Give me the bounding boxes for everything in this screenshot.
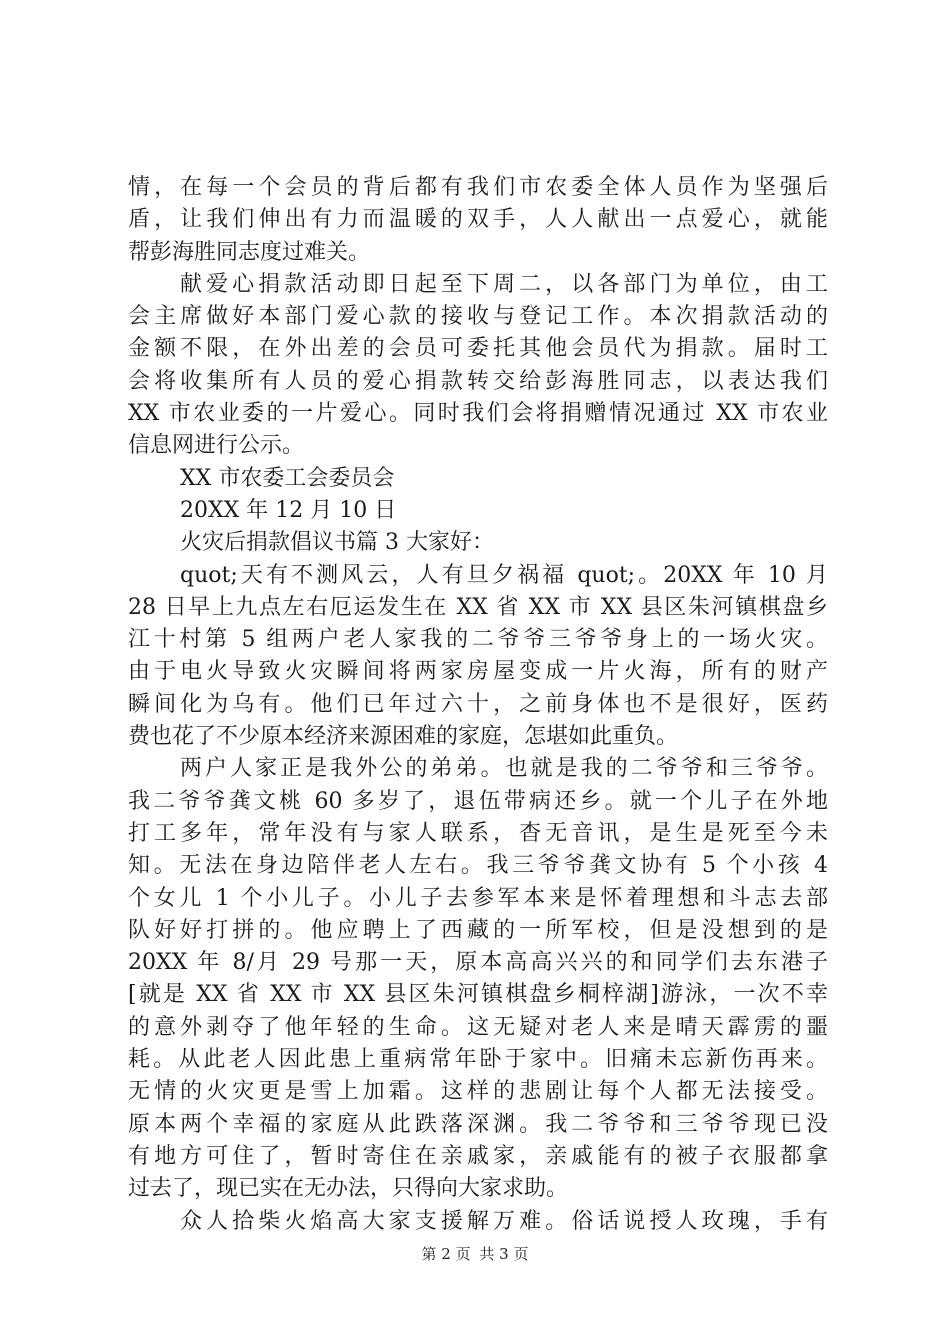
text-line: 帮彭海胜同志度过难关。: [128, 239, 371, 265]
text-line: 我二爷爷龚文桃 60 多岁了，退伍带病还乡。就一个儿子在外地: [128, 788, 828, 814]
text-line: 众人拾柴火焰高大家支援解万难。俗话说授人玫瑰，手有: [180, 1208, 828, 1234]
text-line: 费也花了不少原本经济来源困难的家庭，怎堪如此重负。: [128, 724, 679, 750]
text-line: 瞬间化为乌有。他们已年过六十，之前身体也不是很好，医药: [128, 691, 828, 717]
page-number: 第 2 页: [421, 1245, 471, 1263]
text-line: 队好好打拼的。他应聘上了西藏的一所军校，但是没想到的是: [128, 917, 828, 943]
text-line: 会主席做好本部门爱心款的接收与登记工作。本次捐款活动的: [128, 304, 828, 330]
text-line: 献爱心捐款活动即日起至下周二，以各部门为单位，由工: [180, 271, 828, 297]
text-line: 知。无法在身边陪伴老人左右。我三爷爷龚文协有 5 个小孩 4: [128, 853, 828, 879]
text-line: 有地方可住了，暂时寄住在亲戚家，亲戚能有的被子衣服都拿: [128, 1143, 828, 1169]
text-line: 两户人家正是我外公的弟弟。也就是我的二爷爷和三爷爷。: [180, 756, 828, 782]
text-line: 由于电火导致火灾瞬间将两家房屋变成一片火海，所有的财产: [128, 659, 828, 685]
text-line: 江十村第 5 组两户老人家我的二爷爷三爷爷身上的一场火灾。: [128, 627, 828, 653]
text-line: XX 市农委工会委员会: [180, 465, 395, 491]
text-line: 火灾后捐款倡议书篇 3 大家好：: [180, 530, 494, 556]
text-line: 28 日早上九点左右厄运发生在 XX 省 XX 市 XX 县区朱河镇棋盘乡: [128, 594, 828, 620]
text-line: 20XX 年 12 月 10 日: [180, 497, 397, 523]
text-line: 耗。从此老人因此患上重病常年卧于家中。旧痛未忘新伤再来。: [128, 1047, 828, 1073]
text-line: 会将收集所有人员的爱心捐款转交给彭海胜同志，以表达我们: [128, 368, 828, 394]
text-line: 打工多年，常年没有与家人联系，杳无音讯，是生是死至今未: [128, 820, 828, 846]
text-line: 信息网进行公示。: [128, 433, 305, 459]
text-line: [就是 XX 省 XX 市 XX 县区朱河镇棋盘乡桐梓湖]游泳，一次不幸: [128, 982, 828, 1008]
document-body: [128, 172, 828, 1238]
text-line: 的意外剥夺了他年轻的生命。这无疑对老人来是晴天霹雳的噩: [128, 1014, 828, 1040]
text-line: 无情的火灾更是雪上加霜。这样的悲剧让每个人都无法接受。: [128, 1079, 828, 1105]
text-line: quot;天有不测风云，人有旦夕祸福 quot;。20XX 年 10 月: [180, 562, 828, 588]
text-line: 情，在每一个会员的背后都有我们市农委全体人员作为坚强后: [128, 175, 828, 200]
text-line: 盾，让我们伸出有力而温暖的双手，人人献出一点爱心，就能: [128, 207, 828, 233]
text-line: 原本两个幸福的家庭从此跌落深渊。我二爷爷和三爷爷现已没: [128, 1111, 828, 1137]
page-total: 共 3 页: [479, 1245, 529, 1263]
page-footer: [0, 1244, 950, 1264]
text-line: 20XX 年 8/月 29 号那一天，原本高高兴兴的和同学们去东港子: [128, 950, 828, 976]
text-line: 过去了，现已实在无办法，只得向大家求助。: [128, 1176, 569, 1202]
text-line: 个女儿 1 个小儿子。小儿子去参军本来是怀着理想和斗志去部: [128, 885, 828, 911]
text-line: 金额不限，在外出差的会员可委托其他会员代为捐款。届时工: [128, 336, 828, 362]
text-line: XX 市农业委的一片爱心。同时我们会将捐赠情况通过 XX 市农业: [128, 401, 828, 427]
